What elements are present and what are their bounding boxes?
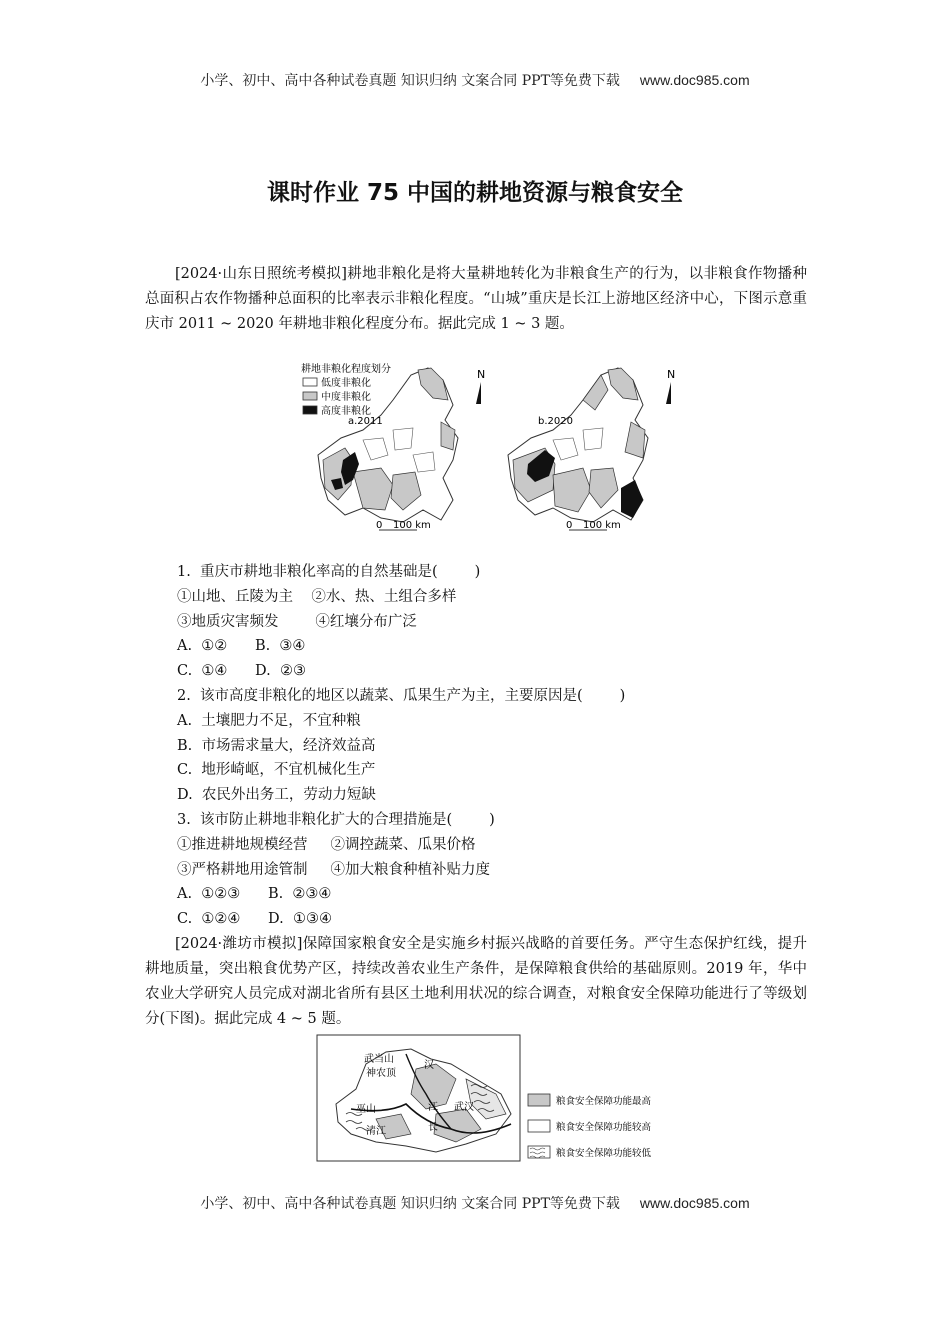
legend2-swatch-highest <box>528 1094 550 1106</box>
legend2-lower-label: 粮食安全保障功能较低 <box>556 1148 652 1159</box>
legend-high-label: 高度非粮化 <box>321 406 371 417</box>
q1-options-ab: A. ①② B. ③④ <box>177 638 306 655</box>
legend2-highest-label: 粮食安全保障功能最高 <box>556 1096 652 1107</box>
legend2-swatch-higher <box>528 1120 550 1132</box>
q3-statement-a: ①推进耕地规模经营 ②调控蔬菜、瓜果价格 <box>177 836 476 853</box>
label-jiang: 江 <box>428 1102 438 1113</box>
label-wudangshan: 武当山 <box>364 1054 394 1065</box>
footer-site: www.doc985.com <box>639 1195 750 1211</box>
page-title: 课时作业 75 中国的耕地资源与粮食安全 <box>266 180 684 206</box>
label-han: 汉 <box>424 1060 434 1071</box>
legend-swatch-high <box>303 406 317 414</box>
q2-option-a: A. 土壤肥力不足，不宜种粮 <box>177 712 361 729</box>
north-label-b: N <box>667 368 676 381</box>
label-qingjiang: 清江 <box>366 1126 386 1137</box>
scale-zero-b: 0 <box>566 520 573 531</box>
q3-options-ab: A. ①②③ B. ②③④ <box>177 886 332 903</box>
q2-option-c: C. 地形崎岖，不宜机械化生产 <box>177 762 376 779</box>
passage-1: [2024·山东日照统考模拟]耕地非粮化是将大量耕地转化为非粮食生产的行为，以非粮食作物播种总面积占农作物播种总面积的比率表示非粮化程度。“山城”重庆是长江上游地区经济中心，下图示意重庆市 2011 ~ 2020 年耕地非粮化程度分布。据此完成 1 ~ 3 题。 <box>145 266 807 332</box>
hubei-food-security-map <box>316 1034 696 1164</box>
scale-value-a: 100 km <box>393 520 431 531</box>
q2-option-b: B. 市场需求量大，经济效益高 <box>177 737 376 754</box>
label-shennongding: 神农顶 <box>366 1068 396 1079</box>
map-2020 <box>508 368 675 531</box>
header-text: 小学、初中、高中各种试卷真题 知识归纳 文案合同 PPT等免费下载 <box>200 73 620 89</box>
q3-options-cd: C. ①②④ D. ①③④ <box>177 911 332 928</box>
page-header <box>0 70 950 90</box>
question-2: 2. 该市高度非粮化的地区以蔬菜、瓜果生产为主，主要原因是( ) <box>177 687 626 704</box>
header-site: www.doc985.com <box>639 72 750 88</box>
passage-2: [2024·潍坊市模拟]保障国家粮食安全是实施乡村振兴战略的首要任务。严守生态保护红线，提升耕地质量，突出粮食优势产区，持续改善农业生产条件，是保障粮食供给的基础原则。2019 年，华中农业大学研究人员完成对湖北省所有县区土地利用状况的综合调查，对粮食安全保障功能进行了等级划分(下图)。据此完成 4 ~ 5 题。 <box>145 936 807 1027</box>
questions-block <box>177 560 625 932</box>
north-label-a: N <box>477 368 486 381</box>
legend-swatch-mid <box>303 392 317 400</box>
legend2-higher-label: 粮食安全保障功能较高 <box>556 1122 652 1133</box>
label-wushan: 巫山 <box>356 1104 376 1115</box>
q1-options-cd: C. ①④ D. ②③ <box>177 663 306 680</box>
north-arrow-icon-a <box>476 382 481 404</box>
question-1: 1. 重庆市耕地非粮化率高的自然基础是( ) <box>177 564 481 580</box>
chongqing-nonfood-map <box>293 360 693 538</box>
label-chang: 长 <box>428 1122 438 1133</box>
question-3: 3. 该市防止耕地非粮化扩大的合理措施是( ) <box>177 811 495 828</box>
scale-value-b: 100 km <box>583 520 621 531</box>
map-b-label: b.2020 <box>538 416 573 427</box>
legend-swatch-low <box>303 378 317 386</box>
q1-statement-b: ③地质灾害频发 ④红壤分布广泛 <box>177 613 417 630</box>
page-footer <box>0 1193 950 1213</box>
q1-statement-a: ①山地、丘陵为主 ②水、热、土组合多样 <box>177 588 457 605</box>
north-arrow-icon-b <box>666 382 671 404</box>
q3-statement-b: ③严格耕地用途管制 ④加大粮食种植补贴力度 <box>177 861 491 878</box>
legend-mid-label: 中度非粮化 <box>321 392 371 403</box>
q2-option-d: D. 农民外出务工，劳动力短缺 <box>177 787 376 804</box>
map-legend-title: 耕地非粮化程度划分 <box>301 364 391 375</box>
label-wuhan: 武汉 <box>454 1102 474 1113</box>
footer-text: 小学、初中、高中各种试卷真题 知识归纳 文案合同 PPT等免费下载 <box>200 1196 620 1212</box>
scale-zero-a: 0 <box>376 520 383 531</box>
legend-low-label: 低度非粮化 <box>321 378 371 389</box>
map-a-label: a.2011 <box>348 416 383 427</box>
